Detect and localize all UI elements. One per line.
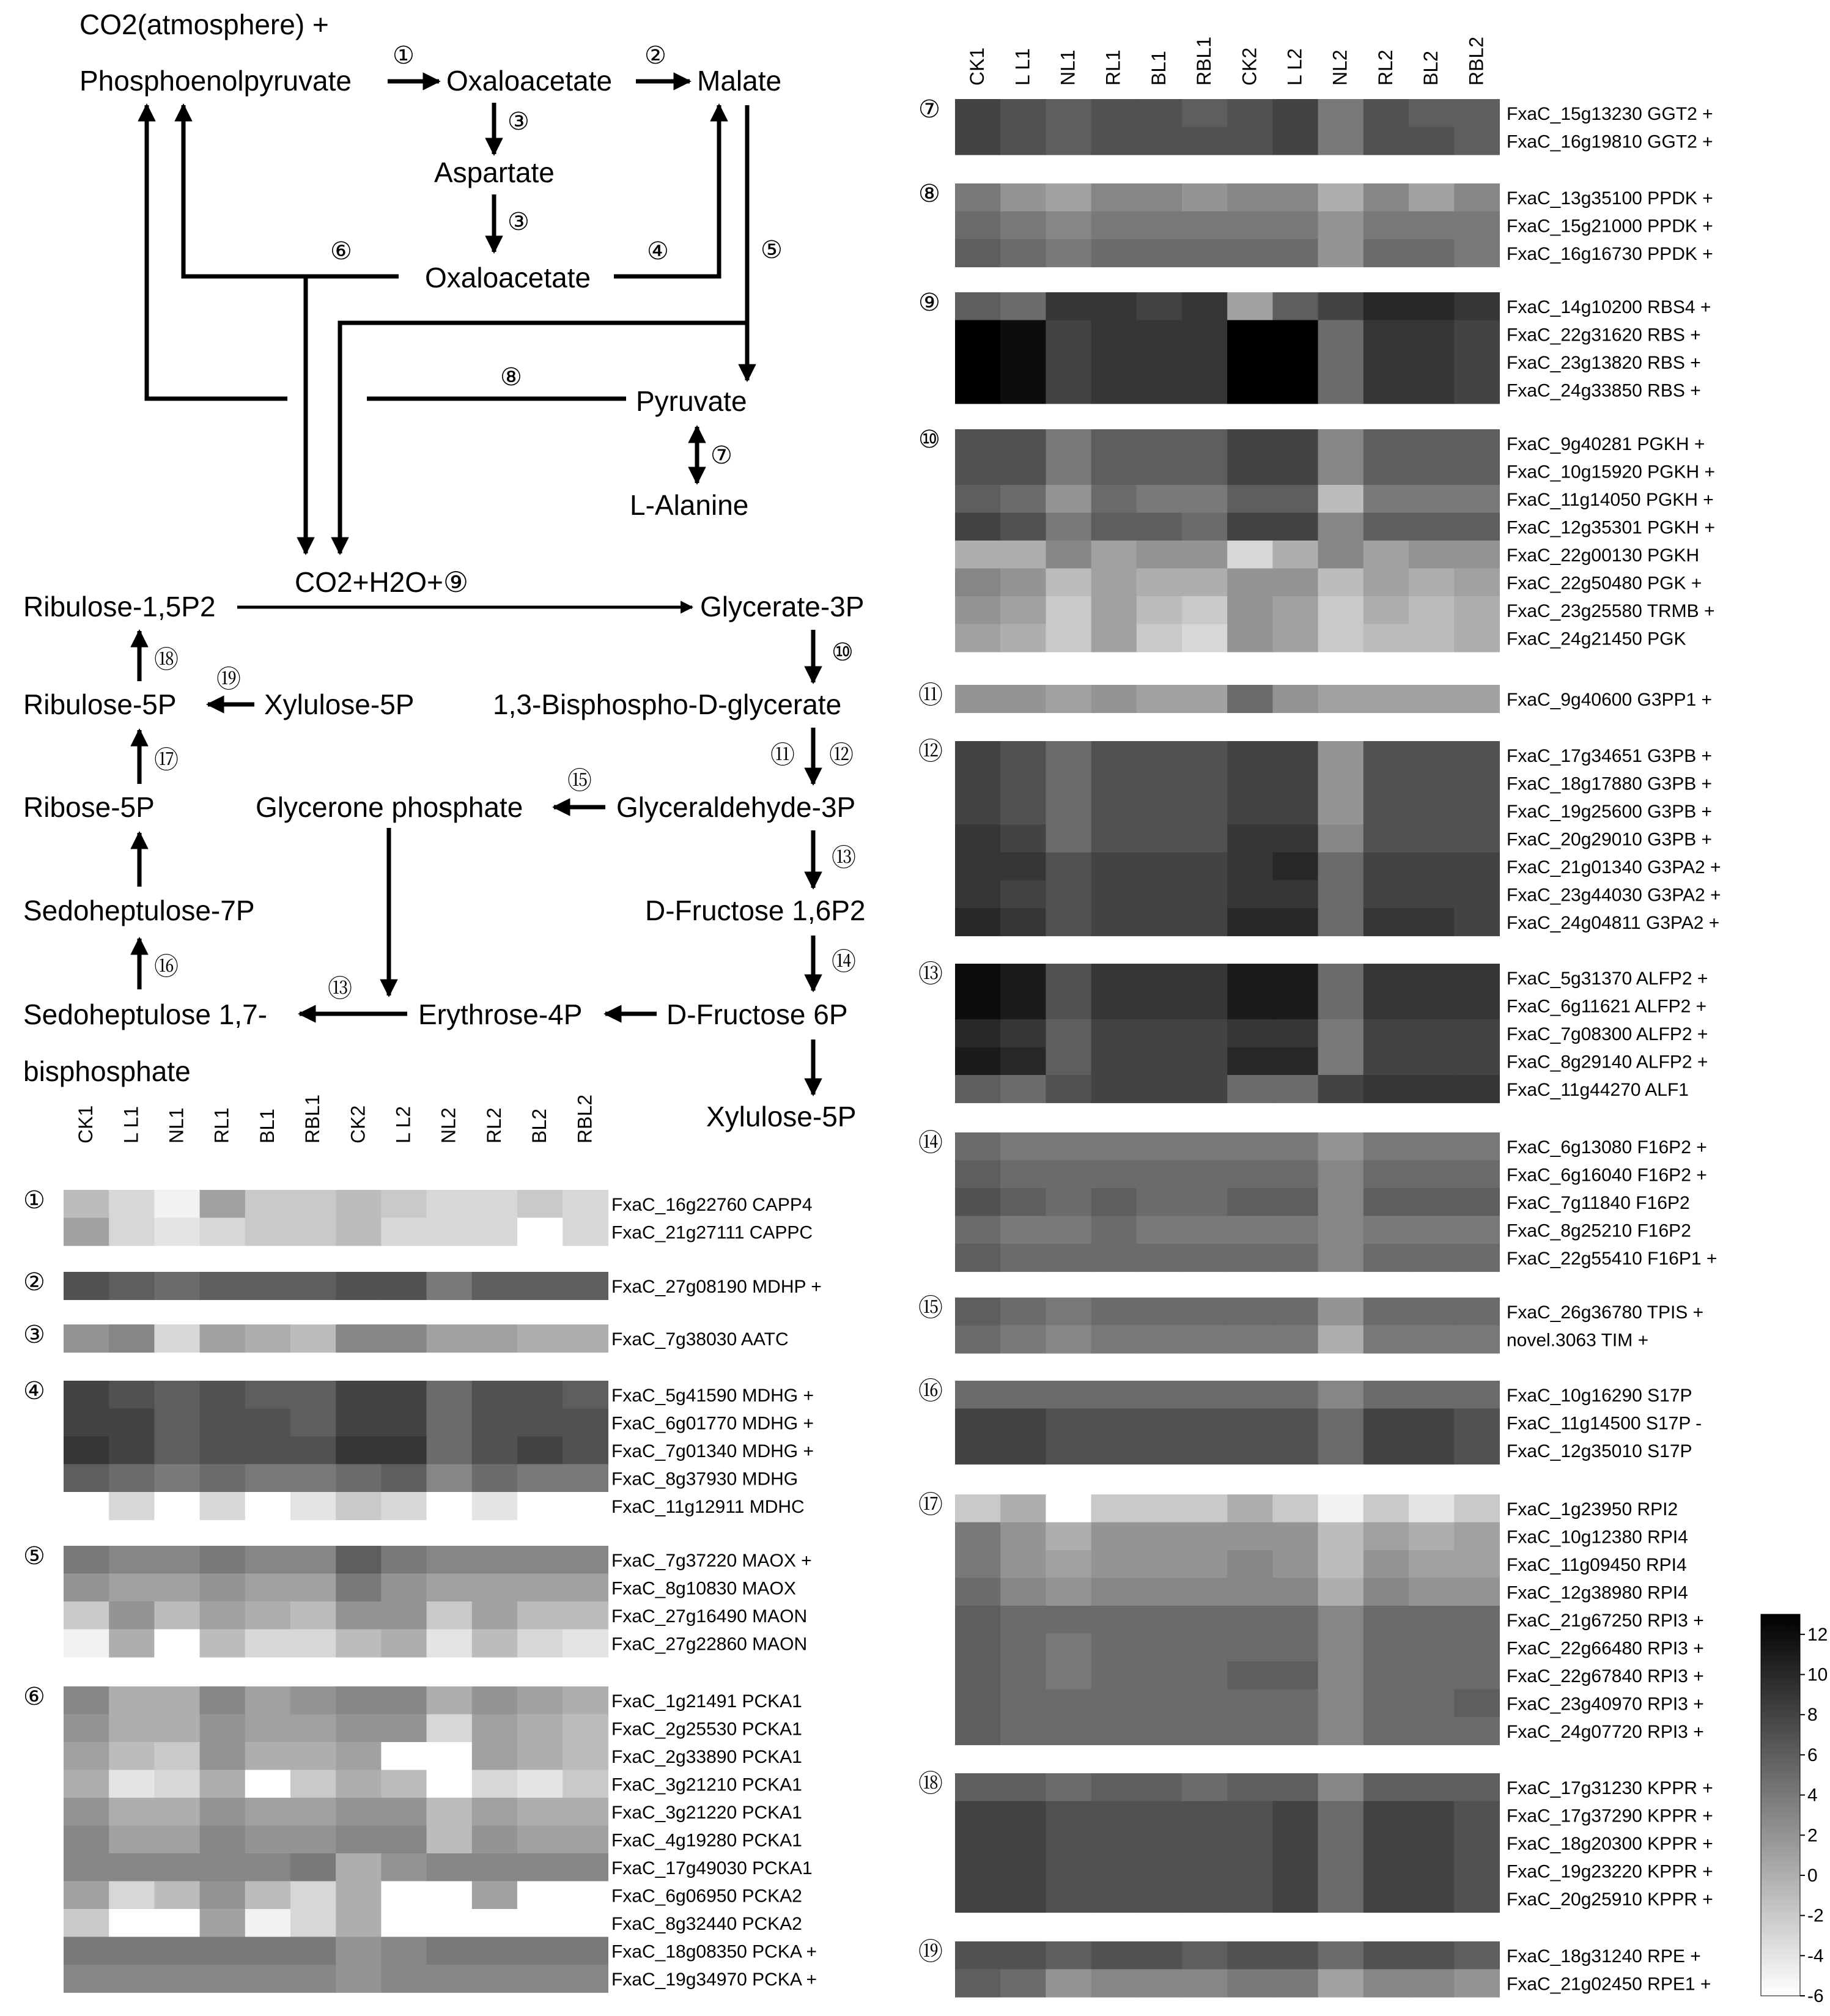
column-header-2-9: RL2 [1374, 50, 1396, 86]
step-4-label: ④ [647, 238, 669, 265]
gene-label: FxaC_20g29010 G3PB + [1507, 829, 1713, 850]
column-header-2-11: RBL2 [1465, 36, 1488, 86]
gene-label: FxaC_23g13820 RBS + [1507, 352, 1701, 373]
step-14-label: ⑭ [832, 948, 856, 975]
gene-label: FxaC_21g27111 CAPPC [611, 1222, 813, 1243]
gene-label: FxaC_8g10830 MAOX [611, 1578, 796, 1599]
gene-label: FxaC_6g06950 PCKA2 [611, 1886, 802, 1907]
column-header-1-11: RBL2 [574, 1094, 596, 1143]
column-header-1-2: NL1 [165, 1107, 188, 1143]
gene-label: FxaC_21g67250 RPI3 + [1507, 1610, 1704, 1631]
gene-label: FxaC_8g32440 PCKA2 [611, 1913, 802, 1934]
gene-label: FxaC_6g11621 ALFP2 + [1507, 996, 1707, 1017]
heatmap-group-label: ⑦ [918, 96, 940, 123]
step-13a-label: ⑬ [832, 844, 856, 871]
step-8-label: ⑧ [500, 364, 522, 391]
step-10-label: ⑩ [832, 639, 854, 666]
column-header-2-8: NL2 [1329, 50, 1351, 86]
step-19-label: ⑲ [216, 666, 241, 693]
step-18-label: ⑱ [154, 646, 179, 673]
gene-label: FxaC_9g40281 PGKH + [1507, 434, 1705, 454]
gene-label: FxaC_10g12380 RPI4 [1507, 1527, 1688, 1548]
column-header-2-10: BL2 [1420, 51, 1442, 86]
gene-label: FxaC_3g21220 PCKA1 [611, 1802, 802, 1823]
gene-label: FxaC_17g31230 KPPR + [1507, 1778, 1713, 1798]
gene-label: FxaC_11g44270 ALF1 [1507, 1079, 1689, 1100]
node-ribose-5p: Ribose-5P [23, 791, 155, 823]
gene-label: FxaC_27g22860 MAON [611, 1634, 808, 1655]
color-scale-tick-label: 6 [1807, 1745, 1818, 1765]
node-sedoheptulose-7p: Sedoheptulose-7P [23, 895, 255, 926]
gene-label: FxaC_22g66480 RPI3 + [1507, 1638, 1704, 1659]
gene-label: FxaC_12g38980 RPI4 [1507, 1582, 1688, 1603]
gene-label: FxaC_18g17880 G3PB + [1507, 774, 1713, 794]
gene-label: FxaC_22g55410 F16P1 + [1507, 1248, 1717, 1269]
heatmap-group-label: ⑱ [918, 1770, 943, 1797]
column-header-2-3: RL1 [1102, 50, 1124, 86]
gene-label: FxaC_8g37930 MDHG [611, 1469, 799, 1490]
gene-label: FxaC_9g40600 G3PP1 + [1507, 689, 1713, 710]
node-aspartate: Aspartate [434, 157, 555, 188]
node-fructose-6p: D-Fructose 6P [666, 999, 848, 1030]
node-oxaloacetate-top: Oxaloacetate [446, 65, 613, 97]
column-header-2-1: L L1 [1011, 48, 1034, 86]
node-ribulose-15p2: Ribulose-1,5P2 [23, 591, 216, 622]
gene-label: FxaC_7g37220 MAOX + [611, 1550, 812, 1571]
gene-label: FxaC_15g21000 PPDK + [1507, 216, 1713, 237]
gene-label: FxaC_19g25600 G3PB + [1507, 801, 1713, 822]
node-fructose-16p2: D-Fructose 1,6P2 [645, 895, 866, 926]
node-pyruvate: Pyruvate [636, 385, 747, 417]
gene-label: FxaC_24g33850 RBS + [1507, 380, 1701, 401]
gene-label: FxaC_7g11840 F16P2 [1507, 1192, 1690, 1213]
gene-label: FxaC_18g08350 PCKA + [611, 1941, 817, 1962]
gene-label: FxaC_5g41590 MDHG + [611, 1385, 814, 1406]
heatmap-group-label: ③ [23, 1321, 45, 1348]
gene-label: FxaC_27g08190 MDHP + [611, 1276, 822, 1297]
heatmap-group-label: ⑤ [23, 1543, 45, 1570]
gene-label: FxaC_6g16040 F16P2 + [1507, 1165, 1707, 1186]
column-header-2-4: BL1 [1147, 51, 1170, 86]
step-11-label: ⑪ [770, 742, 795, 769]
gene-label: FxaC_14g10200 RBS4 + [1507, 297, 1711, 317]
node-erythrose-4p: Erythrose-4P [418, 999, 583, 1030]
column-header-1-9: RL2 [482, 1107, 505, 1143]
step-13b-label: ⑬ [328, 975, 352, 1002]
gene-label: FxaC_6g01770 MDHG + [611, 1413, 814, 1434]
heatmap-group-label: ⑧ [918, 180, 940, 207]
column-header-2-6: CK2 [1238, 47, 1261, 86]
heatmap-group-label: ② [23, 1269, 45, 1296]
step-5-label: ⑤ [761, 237, 783, 264]
gene-label: FxaC_11g14050 PGKH + [1507, 489, 1714, 510]
heatmap-group-label: ⑯ [918, 1378, 943, 1405]
node-13-bisphosphoglycerate: 1,3-Bisphospho-D-glycerate [493, 689, 842, 720]
column-header-1-1: L L1 [120, 1106, 142, 1143]
gene-label: FxaC_26g36780 TPIS + [1507, 1302, 1704, 1323]
gene-label: FxaC_3g21210 PCKA1 [611, 1774, 802, 1795]
gene-label: FxaC_23g25580 TRMB + [1507, 600, 1715, 621]
column-header-1-6: CK2 [347, 1105, 369, 1143]
gene-label: FxaC_16g22760 CAPP4 [611, 1194, 813, 1215]
gene-label: FxaC_24g21450 PGK [1507, 629, 1686, 649]
color-scale-tick-label: 8 [1807, 1705, 1818, 1726]
node-co2-atmosphere: CO2(atmosphere) + [79, 9, 329, 40]
gene-label: FxaC_11g12911 MDHC [611, 1496, 805, 1517]
column-header-1-3: RL1 [210, 1107, 233, 1143]
step-16-label: ⑯ [154, 953, 179, 980]
heatmap-group-label: ⑬ [918, 961, 943, 988]
color-scale-tick-label: -2 [1807, 1905, 1824, 1926]
gene-label: FxaC_22g50480 PGK + [1507, 573, 1702, 594]
node-glycerate-3p: Glycerate-3P [700, 591, 865, 622]
color-scale-tick-label: 0 [1807, 1865, 1818, 1886]
step-15-label: ⑮ [567, 767, 592, 794]
node-co2-h2o: CO2+H2O+⑨ [295, 566, 469, 598]
gene-label: FxaC_10g16290 S17P [1507, 1385, 1692, 1406]
gene-label: FxaC_1g21491 PCKA1 [611, 1691, 802, 1711]
step-12-label: ⑫ [829, 742, 854, 769]
step-6-label: ⑥ [330, 238, 352, 265]
node-sedoheptulose-17bp-line1: Sedoheptulose 1,7- [23, 999, 267, 1030]
gene-label: FxaC_17g34651 G3PB + [1507, 745, 1713, 766]
color-scale-tick-label: 4 [1807, 1785, 1818, 1806]
node-glyceraldehyde-3p: Glyceraldehyde-3P [616, 791, 856, 823]
gene-label: FxaC_12g35010 S17P [1507, 1441, 1692, 1461]
node-xylulose-5p-bottom: Xylulose-5P [706, 1101, 857, 1132]
gene-label: FxaC_19g23220 KPPR + [1507, 1861, 1713, 1882]
gene-label: FxaC_22g00130 PGKH [1507, 545, 1700, 566]
step-3b-label: ③ [507, 209, 529, 235]
column-header-1-5: RBL1 [301, 1094, 324, 1143]
gene-label: FxaC_12g35301 PGKH + [1507, 517, 1716, 538]
gene-label: FxaC_22g31620 RBS + [1507, 325, 1701, 345]
heatmap-group-label: ⑪ [918, 682, 943, 709]
gene-label: FxaC_20g25910 KPPR + [1507, 1889, 1713, 1910]
gene-label: FxaC_23g40970 RPI3 + [1507, 1694, 1704, 1715]
color-scale-tick-label: -6 [1807, 1986, 1824, 2006]
gene-label: FxaC_18g31240 RPE + [1507, 1946, 1701, 1966]
heatmap-group-label: ⑰ [918, 1491, 943, 1518]
color-scale-tick-label: 12 [1807, 1624, 1828, 1645]
column-header-2-2: NL1 [1057, 50, 1079, 86]
gene-label: novel.3063 TIM + [1507, 1330, 1649, 1351]
gene-label: FxaC_24g04811 G3PA2 + [1507, 912, 1720, 933]
heatmap-group-label: ① [23, 1187, 45, 1214]
gene-label: FxaC_1g23950 RPI2 [1507, 1499, 1678, 1519]
node-sedoheptulose-17bp-line2: bisphosphate [23, 1055, 191, 1087]
node-xylulose-5p-left: Xylulose-5P [264, 689, 415, 720]
gene-label: FxaC_15g13230 GGT2 + [1507, 103, 1713, 124]
gene-label: FxaC_24g07720 RPI3 + [1507, 1721, 1704, 1742]
gene-label: FxaC_13g35100 PPDK + [1507, 188, 1713, 209]
heatmap-group-label: ④ [23, 1378, 45, 1405]
node-malate: Malate [697, 65, 782, 97]
gene-label: FxaC_16g16730 PPDK + [1507, 243, 1713, 264]
step-2-label: ② [644, 42, 666, 69]
gene-label: FxaC_18g20300 KPPR + [1507, 1833, 1713, 1854]
color-scale-tick-label: -4 [1807, 1946, 1824, 1966]
gene-label: FxaC_5g31370 ALFP2 + [1507, 968, 1708, 989]
gene-label: FxaC_17g37290 KPPR + [1507, 1806, 1713, 1826]
color-scale-tick-label: 10 [1807, 1664, 1828, 1685]
gene-label: FxaC_21g01340 G3PA2 + [1507, 857, 1721, 877]
column-header-1-7: L L2 [392, 1106, 415, 1143]
gene-label: FxaC_8g25210 F16P2 [1507, 1220, 1691, 1241]
column-header-2-7: L L2 [1283, 48, 1306, 86]
gene-label: FxaC_11g09450 RPI4 [1507, 1554, 1687, 1575]
gene-label: FxaC_7g38030 AATC [611, 1329, 789, 1350]
step-7-label: ⑦ [710, 442, 732, 469]
gene-label: FxaC_2g33890 PCKA1 [611, 1746, 802, 1767]
color-scale-tick-label: 2 [1807, 1825, 1818, 1846]
gene-label: FxaC_11g14500 S17P - [1507, 1413, 1702, 1434]
gene-label: FxaC_7g08300 ALFP2 + [1507, 1024, 1708, 1044]
gene-label: FxaC_27g16490 MAON [611, 1606, 808, 1626]
column-header-1-4: BL1 [256, 1109, 278, 1143]
column-header-1-10: BL2 [528, 1109, 551, 1143]
gene-label: FxaC_22g67840 RPI3 + [1507, 1666, 1704, 1686]
heatmap-group-label: ⑲ [918, 1938, 943, 1965]
step-17-label: ⑰ [154, 747, 179, 774]
gene-label: FxaC_4g19280 PCKA1 [611, 1830, 802, 1851]
gene-label: FxaC_10g15920 PGKH + [1507, 462, 1716, 482]
heatmap-group-label: ⑩ [918, 426, 940, 453]
gene-label: FxaC_6g13080 F16P2 + [1507, 1137, 1707, 1158]
color-scale-gradient [1761, 1614, 1800, 1996]
gene-label: FxaC_21g02450 RPE1 + [1507, 1974, 1711, 1995]
gene-label: FxaC_17g49030 PCKA1 [611, 1858, 813, 1878]
gene-label: FxaC_19g34970 PCKA + [611, 1969, 817, 1990]
heatmap-group-label: ⑮ [918, 1294, 943, 1321]
node-phosphoenolpyruvate: Phosphoenolpyruvate [79, 65, 352, 97]
step-1-label: ① [393, 42, 415, 69]
column-header-2-5: RBL1 [1193, 36, 1216, 86]
column-header-2-0: CK1 [966, 47, 989, 86]
column-header-1-0: CK1 [75, 1105, 97, 1143]
gene-label: FxaC_2g25530 PCKA1 [611, 1719, 802, 1740]
heatmap-group-label: ⑫ [918, 738, 943, 765]
heatmap-group-label: ⑨ [918, 289, 940, 316]
node-ribulose-5p: Ribulose-5P [23, 689, 177, 720]
node-oxaloacetate-mid: Oxaloacetate [425, 262, 591, 294]
heatmap-group-label: ⑭ [918, 1129, 943, 1156]
heatmap-group-label: ⑥ [23, 1683, 45, 1710]
column-header-1-8: NL2 [437, 1107, 460, 1143]
node-l-alanine: L-Alanine [630, 489, 749, 521]
step-3a-label: ③ [507, 108, 529, 135]
gene-label: FxaC_7g01340 MDHG + [611, 1441, 814, 1461]
gene-label: FxaC_8g29140 ALFP2 + [1507, 1052, 1708, 1073]
gene-label: FxaC_16g19810 GGT2 + [1507, 131, 1713, 152]
node-glycerone-phosphate: Glycerone phosphate [256, 791, 523, 823]
gene-label: FxaC_23g44030 G3PA2 + [1507, 885, 1721, 906]
